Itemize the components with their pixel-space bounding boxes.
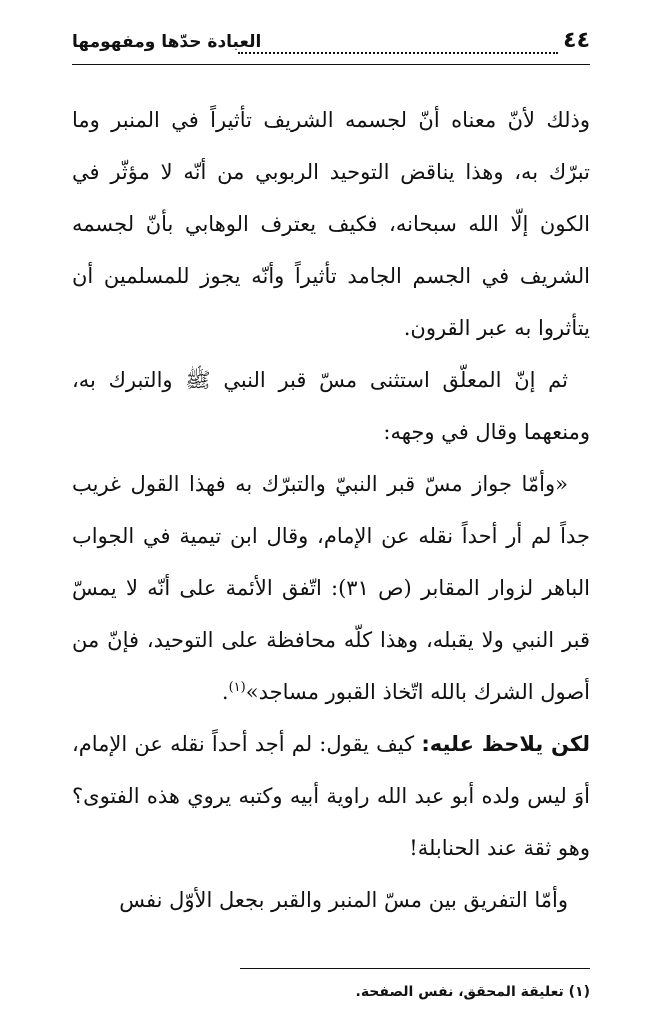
paragraph-2: ثم إنّ المعلّق استثنى مسّ قبر النبي ﷺ والتبرك به، ومنعهما وقال في وجهه: xyxy=(72,368,590,444)
page xyxy=(72,24,590,1014)
paragraph-3-quote: «وأمّا جواز مسّ قبر النبيّ والتبرّك به فهذا القول غريب جداً لم أر أحداً نقله عن الإمام، وقال ابن تيمية في الجواب الباهر لزوار المقابر (ص ٣١): اتّفق الأئمة على أنّه لا يمسّ قبر النبي ولا يقبله، وهذا كلّه محافظة على التوحيد، فإنّ من أصول الشرك بالله اتّخاذ القبور مساجد»$^{(١)}$. xyxy=(72,472,590,704)
paragraph-4: لكن يلاحظ عليه: كيف يقول: لم أجد أحداً نقله عن الإمام، أوَ ليس ولده أبو عبد الله راوية أبيه وكتبه يروي هذه الفتوى؟ وهو ثقة عند الحنابلة! xyxy=(72,732,590,860)
bold-lead: لكن يلاحظ عليه: xyxy=(421,732,590,756)
footnote-divider xyxy=(240,968,590,969)
main-text xyxy=(72,94,590,926)
paragraph-1: وذلك لأنّ معناه أنّ لجسمه الشريف تأثيراً في المنبر وما تبرّك به، وهذا يناقض التوحيد الربوبي من أنّه لا مؤثّر في الكون إلّا الله سبحانه، فكيف يعترف الوهابي بأنّ لجسمه الشريف في الجسم الجامد تأثيراً وأنّه يجوز للمسلمين أن يتأثروا به عبر القرون. xyxy=(72,108,590,340)
header-dot-leader xyxy=(238,52,558,54)
running-title: العبادة حدّها ومفهومها xyxy=(72,32,262,52)
footnote-reference: (١) xyxy=(228,680,246,695)
footnote: (١) تعليقة المحقق، نفس الصفحة. xyxy=(355,984,590,1000)
paragraph-5: وأمّا التفريق بين مسّ المنبر والقبر بجعل الأوّل نفس xyxy=(119,888,568,912)
running-header xyxy=(72,24,590,65)
page-number: ٤٤ xyxy=(563,28,590,53)
